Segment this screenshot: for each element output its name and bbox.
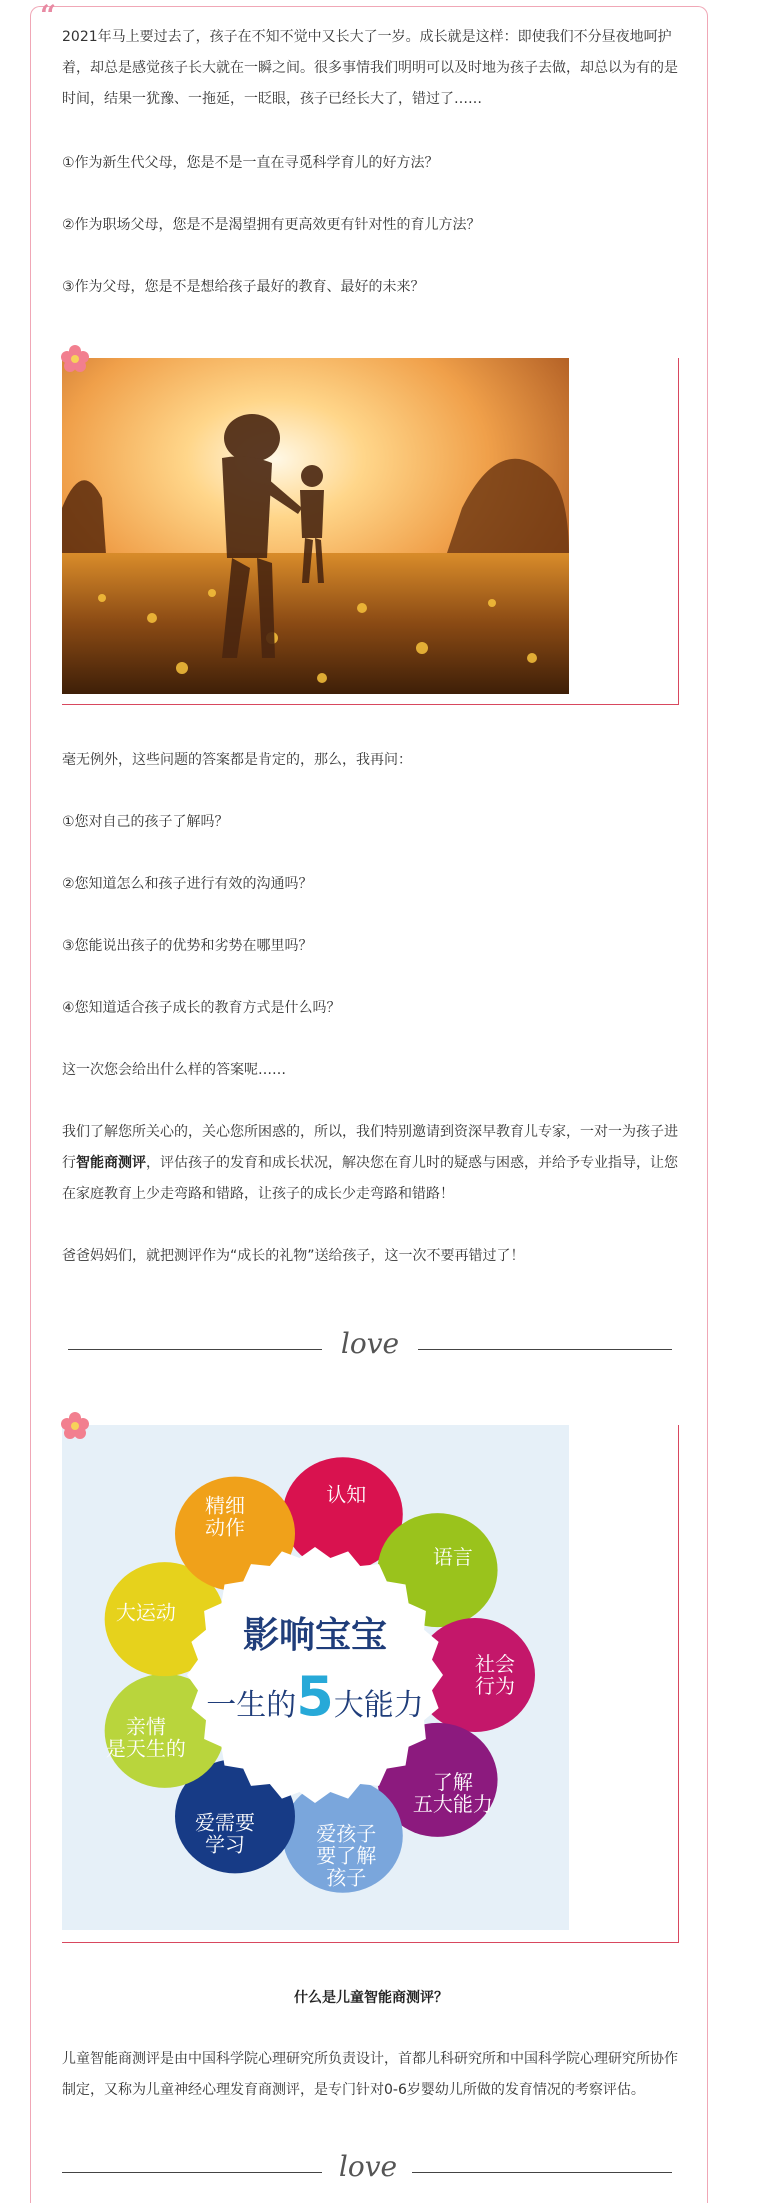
intro-question-1: ①作为新生代父母，您是不是一直在寻觅科学育儿的好方法？ — [62, 155, 439, 171]
ability-flower-frame — [62, 1425, 679, 1943]
flower-icon — [60, 1411, 90, 1441]
petal-label: 语言 — [432, 1545, 473, 1570]
middle-question-3: ③您能说出孩子的优势和劣势在哪里吗？ — [62, 938, 313, 954]
intro-question-2: ②作为职场父母，您是不是渴望拥有更高效更有针对性的育儿方法？ — [62, 217, 481, 233]
petal-label: 行为 — [475, 1674, 515, 1698]
petal-label: 五大能力 — [412, 1791, 493, 1816]
highlight-text: 智能商测评 — [76, 1155, 146, 1171]
photo-frame — [62, 358, 679, 705]
petal-label: 爱孩子 — [316, 1821, 377, 1846]
petal-label: 要了解 — [316, 1843, 377, 1868]
center-title-line1: 影响宝宝 — [242, 1615, 388, 1656]
closing-paragraph: 爸爸妈妈们，就把测评作为“成长的礼物”送给孩子，这一次不要再错过了！ — [62, 1248, 525, 1264]
petal-label: 孩子 — [326, 1865, 367, 1890]
ability-flower-diagram — [62, 1425, 569, 1930]
petal-label: 爱需要 — [195, 1810, 255, 1835]
section-paragraph: 儿童智能商测评是由中国科学院心理研究所负责设计，首都儿科研究所和中国科学院心理研究所协作制定，又称为儿童神经心理发育商测评，是专门针对0-6岁婴幼儿所做的发育情况的考察评估。 — [62, 2051, 678, 2098]
petal-label: 精细 — [205, 1493, 245, 1518]
middle-question-2: ②您知道怎么和孩子进行有效的沟通吗？ — [62, 876, 313, 892]
love-divider — [68, 1329, 672, 1369]
middle-question-1: ①您对自己的孩子了解吗？ — [62, 814, 229, 830]
petal-label: 了解 — [432, 1769, 473, 1794]
mother-child-sunset-photo — [62, 358, 569, 694]
petal-label: 大运动 — [115, 1600, 176, 1625]
intro-question-3: ③作为父母，您是不是想给孩子最好的教育、最好的未来？ — [62, 279, 425, 295]
middle-intro: 毫无例外，这些问题的答案都是肯定的，那么，我再问： — [62, 752, 412, 768]
petal-label: 是天生的 — [105, 1736, 186, 1761]
love-divider — [62, 2152, 672, 2192]
middle-question-4: ④您知道适合孩子成长的教育方式是什么吗？ — [62, 1000, 341, 1016]
love-word: love — [338, 2150, 398, 2183]
quote-mark-icon: “ — [40, 0, 57, 32]
section-heading: 什么是儿童智能商测评？ — [294, 1990, 448, 2006]
petal-label: 动作 — [205, 1515, 245, 1540]
middle-answer-prompt: 这一次您会给出什么样的答案呢…… — [62, 1062, 286, 1078]
petal-label: 亲情 — [125, 1714, 166, 1739]
petal-label: 认知 — [326, 1482, 367, 1507]
offer-paragraph: 我们了解您所关心的，关心您所困惑的，所以，我们特别邀请到资深早教育儿专家，一对一为孩子进行智能商测评，评估孩子的发育和成长状况，解决您在育儿时的疑惑与困惑，并给予专业指导，让您在家庭教育上少走弯路和错路，让孩子的成长少走弯路和错路！ — [62, 1124, 678, 1202]
flower-icon — [60, 344, 90, 374]
intro-paragraph: 2021年马上要过去了，孩子在不知不觉中又长大了一岁。成长就是这样：即使我们不分昼夜地呵护着，却总是感觉孩子长大就在一瞬之间。很多事情我们明明可以及时地为孩子去做，却总以为有的是时间，结果一犹豫、一拖延，一眨眼，孩子已经长大了，错过了…… — [62, 29, 678, 107]
petal-label: 社会 — [475, 1652, 515, 1676]
petal-label: 学习 — [205, 1832, 245, 1857]
center-title-line2: 一生的5大能力 — [206, 1665, 424, 1728]
love-word: love — [340, 1327, 400, 1360]
